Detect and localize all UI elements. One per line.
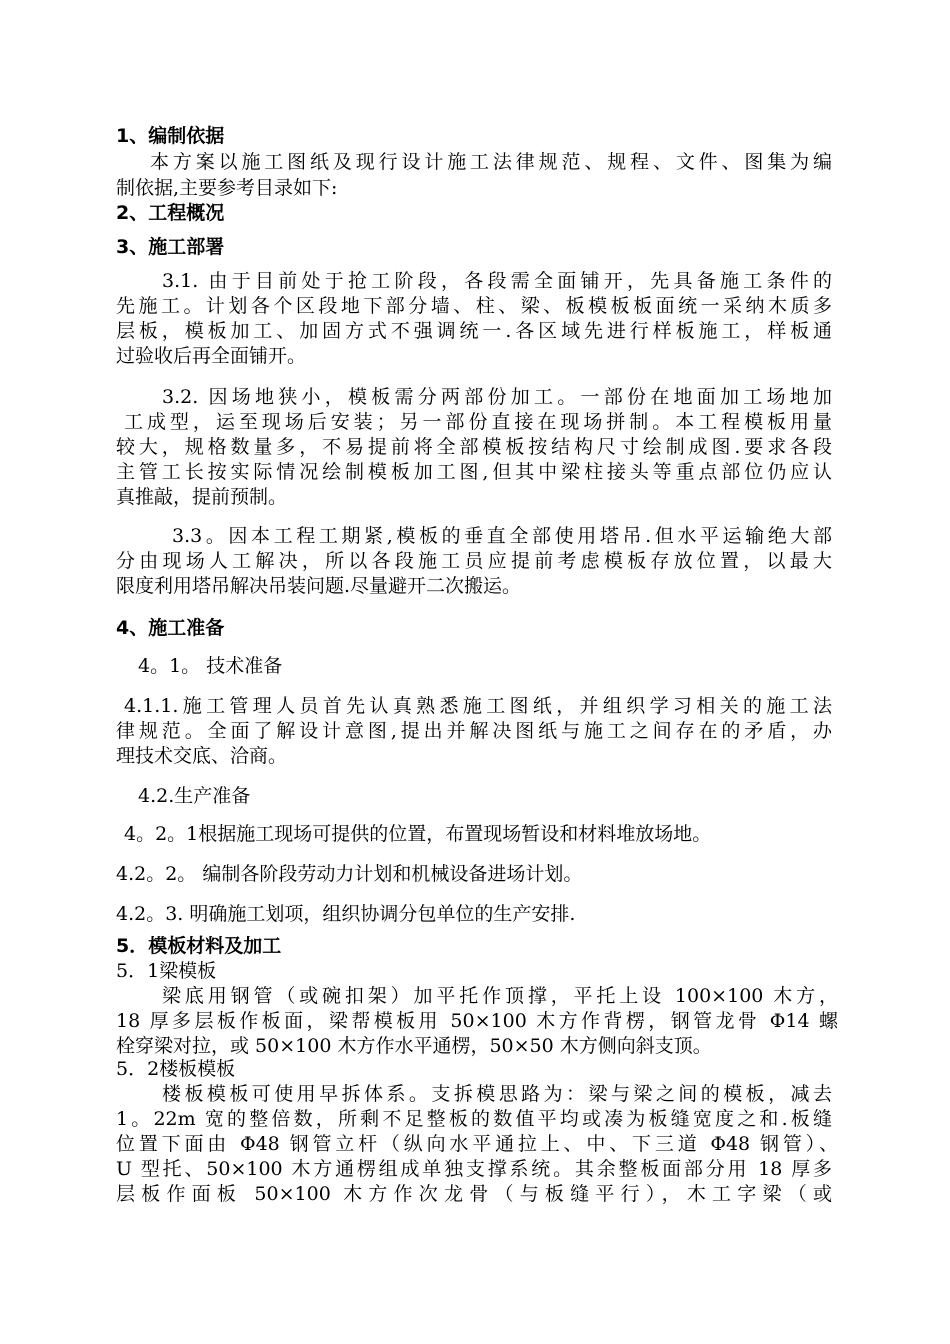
section-4-1-subheading: 4。1。 技术准备 bbox=[138, 655, 283, 677]
section-4-2-3-item: 4.2。3. 明确施工划项，组织协调分包单位的生产安排. bbox=[116, 903, 576, 925]
section-3-heading: 3、施工部署 bbox=[116, 236, 225, 258]
section-5-1-line: 18 厚多层板作板面，梁帮模板用 50×100 木方作背楞，钢管龙骨 Φ14 螺 bbox=[116, 1010, 838, 1032]
section-4-1-1-line: 4.1.1.施工管理人员首先认真熟悉施工图纸，并组织学习相关的施工法 bbox=[124, 695, 832, 717]
section-3-2-line: 3.2. 因场地狭小，模板需分两部份加工。一部份在地面加工场地加 bbox=[162, 386, 832, 408]
section-1-paragraph-line: 制依据,主要参考目录如下: bbox=[116, 177, 338, 199]
section-2-heading: 2、工程概况 bbox=[116, 202, 225, 224]
section-5-2-subheading: 5．2楼板模板 bbox=[116, 1058, 236, 1080]
section-5-2-line: 1。22m 宽的整倍数，所剩不足整板的数值平均或凑为板缝宽度之和.板缝 bbox=[116, 1108, 832, 1130]
section-5-2-line: 楼板模板可使用早拆体系。支拆模思路为：梁与梁之间的模板，减去 bbox=[162, 1083, 832, 1105]
section-4-1-1-line: 理技术交底、洽商。 bbox=[116, 745, 288, 767]
section-4-2-subheading: 4.2.生产准备 bbox=[138, 785, 251, 807]
section-3-3-line: 3.3。因本工程工期紧,模板的垂直全部使用塔吊.但水平运输绝大部 bbox=[172, 525, 832, 547]
section-3-2-line: 较大，规格数量多，不易提前将全部模板按结构尺寸绘制成图.要求各段 bbox=[116, 436, 832, 458]
section-1-heading: 1、编制依据 bbox=[116, 125, 225, 147]
section-5-1-line: 栓穿梁对拉，或 50×100 木方作水平通楞，50×50 木方侧向斜支顶。 bbox=[116, 1035, 712, 1057]
section-3-1-line: 3.1. 由于目前处于抢工阶段，各段需全面铺开，先具备施工条件的 bbox=[162, 270, 832, 292]
section-3-1-line: 层板，模板加工、加固方式不强调统一.各区域先进行样板施工，样板通 bbox=[116, 320, 832, 342]
section-5-1-subheading: 5．1梁模板 bbox=[116, 960, 217, 982]
section-1-paragraph-line: 本方案以施工图纸及现行设计施工法律规范、规程、文件、图集为编 bbox=[150, 151, 832, 173]
section-5-1-line: 梁底用钢管（或碗扣架）加平托作顶撑，平托上设 100×100 木方， bbox=[162, 985, 838, 1007]
section-5-2-line: U 型托、50×100 木方通楞组成单独支撑系统。其余整板面部分用 18 厚多 bbox=[116, 1158, 832, 1180]
section-5-2-line: 位置下面由 Φ48 钢管立杆（纵向水平通拉上、中、下三道 Φ48 钢管）、 bbox=[116, 1133, 838, 1155]
section-4-2-2-item: 4.2。2。 编制各阶段劳动力计划和机械设备进场计划。 bbox=[116, 863, 583, 885]
section-4-2-1-item: 4。2。1根据施工现场可提供的位置，布置现场暂设和材料堆放场地。 bbox=[124, 823, 712, 845]
section-3-2-line: 真推敲，提前预制。 bbox=[116, 486, 288, 508]
section-4-heading: 4、施工准备 bbox=[116, 617, 225, 639]
section-4-1-1-line: 律规范。全面了解设计意图,提出并解决图纸与施工之间存在的矛盾，办 bbox=[116, 720, 832, 742]
section-3-1-line: 先施工。计划各个区段地下部分墙、柱、梁、板模板板面统一采纳木质多 bbox=[116, 295, 832, 317]
section-3-3-line: 分由现场人工解决，所以各段施工员应提前考虑模板存放位置，以最大 bbox=[116, 550, 832, 572]
section-3-2-line: 工成型，运至现场后安装；另一部份直接在现场拼制。本工程模板用量 bbox=[124, 411, 832, 433]
section-5-2-line: 层板作面板 50×100 木方作次龙骨（与板缝平行），木工字梁（或 bbox=[116, 1183, 832, 1205]
section-3-1-line: 过验收后再全面铺开。 bbox=[116, 345, 307, 367]
section-3-3-line: 限度利用塔吊解决吊装问题.尽量避开二次搬运。 bbox=[116, 575, 522, 597]
section-5-heading: 5．模板材料及加工 bbox=[116, 935, 282, 957]
section-3-2-line: 主管工长按实际情况绘制模板加工图,但其中梁柱接头等重点部位仍应认 bbox=[116, 461, 832, 483]
